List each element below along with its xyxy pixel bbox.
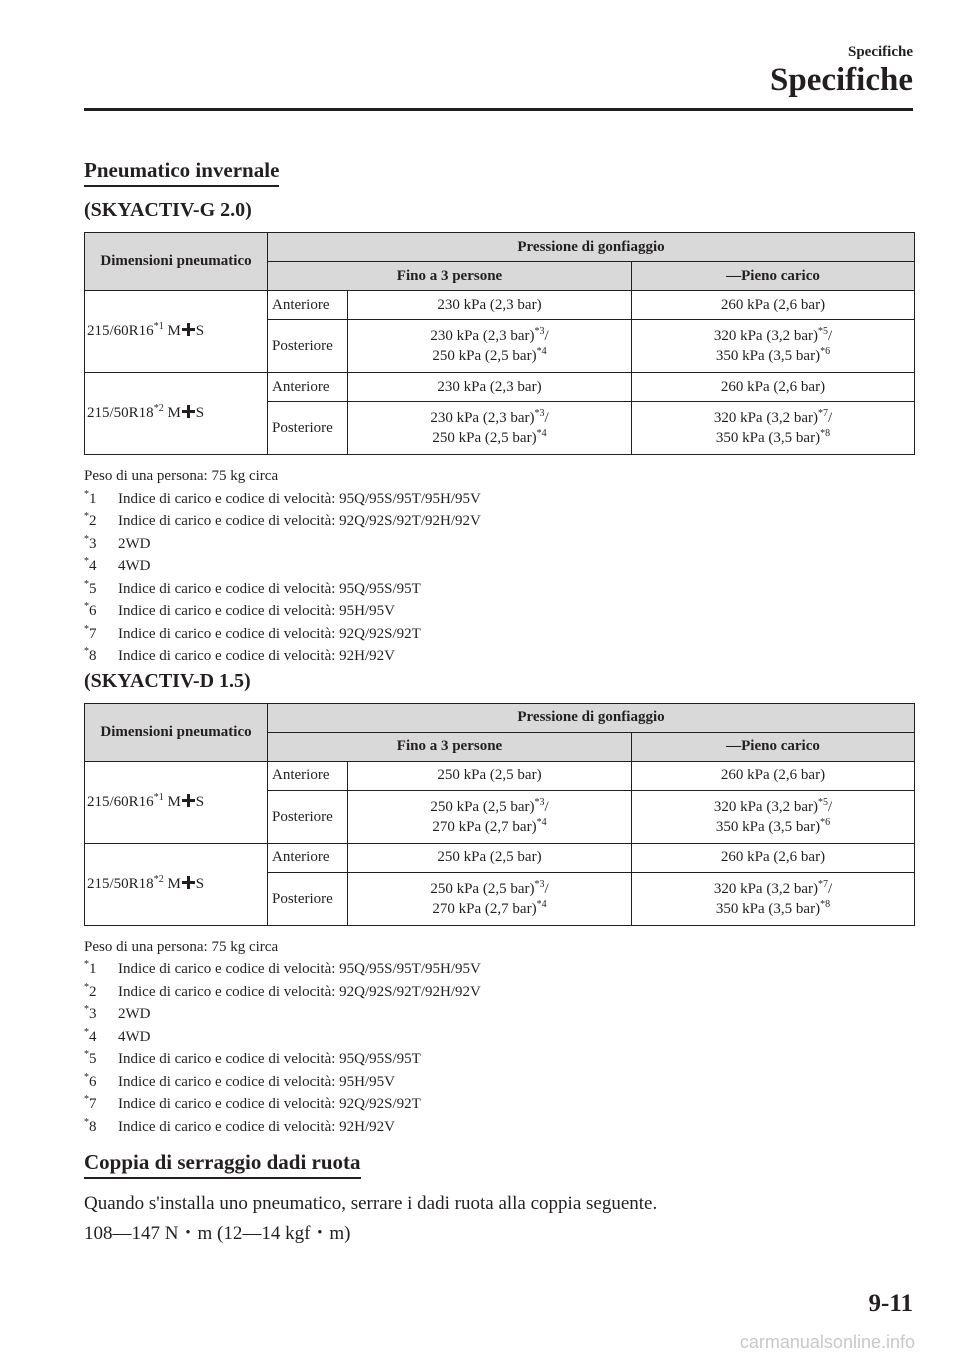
position-front: Anteriore (268, 843, 348, 872)
footnote-item (84, 958, 914, 981)
subsection-title: (SKYACTIV-D 1.5) (84, 669, 251, 692)
footnote-item (84, 600, 914, 623)
footnote-key: *6 (84, 1071, 97, 1090)
col-header-pressure: Pressione di gonfiaggio (268, 703, 915, 732)
pressure-value: 230 kPa (2,3 bar) (348, 291, 632, 320)
col-header-size: Dimensioni pneumatico (85, 233, 268, 291)
torque-instruction: Quando s'installa uno pneumatico, serrare i dadi ruota alla coppia seguente. (84, 1193, 658, 1214)
footnote-text: Indice di carico e codice di velocità: 92H/92V (118, 1118, 395, 1135)
footnote-text: 2WD (118, 535, 151, 552)
footnote-item (84, 510, 914, 533)
footnote-text: Indice di carico e codice di velocità: 95Q/95S/95T/95H/95V (118, 490, 481, 507)
pressure-value: 230 kPa (2,3 bar)$^{*3}$/ 250 kPa (2,5 bar)$^{*4}$ (348, 320, 632, 373)
footnote-item (84, 578, 914, 601)
col-header-full-load: —Pieno carico (632, 732, 915, 761)
pressure-value: 260 kPa (2,6 bar) (632, 843, 915, 872)
torque-section (84, 1150, 914, 1249)
footnote-key: *2 (84, 511, 97, 529)
pressure-value: 320 kPa (3,2 bar)$^{*5}$/ 350 kPa (3,5 bar)$^{*6}$ (632, 790, 915, 843)
mud-snow-plus-icon (182, 323, 195, 336)
header-chapter-title: Specifiche (770, 62, 913, 98)
col-header-full-load: —Pieno carico (632, 262, 915, 291)
page-content (84, 158, 914, 1249)
col-header-pressure: Pressione di gonfiaggio (268, 233, 915, 262)
header-chapter-small: Specifiche (848, 44, 913, 60)
footnote-text: 2WD (118, 1006, 151, 1022)
table-row (85, 843, 915, 872)
footnote-key: *4 (84, 1026, 97, 1045)
pressure-value: 250 kPa (2,5 bar) (348, 843, 632, 872)
section-title-winter-tyre: Pneumatico invernale (84, 158, 279, 187)
pressure-value: 320 kPa (3,2 bar)$^{*5}$/ 350 kPa (3,5 bar)$^{*6}$ (632, 320, 915, 373)
table-row (85, 291, 915, 320)
subsection-skyactiv-g (84, 199, 914, 668)
tyre-size-cell: 215/60R16$^{*1}$ M S (85, 761, 268, 843)
section-title-wheel-torque: Coppia di serraggio dadi ruota (84, 1150, 361, 1179)
tyre-size-cell: 215/50R18$^{*2}$ M S (85, 373, 268, 455)
footnote-item (84, 645, 914, 668)
position-rear: Posteriore (268, 320, 348, 373)
footnote-item (84, 1003, 914, 1026)
footnote-text: Indice di carico e codice di velocità: 92Q/92S/92T/92H/92V (118, 513, 481, 529)
col-header-up-to-3: Fino a 3 persone (268, 262, 632, 291)
position-rear: Posteriore (268, 790, 348, 843)
position-front: Anteriore (268, 291, 348, 320)
pressure-value: 260 kPa (2,6 bar) (632, 291, 915, 320)
col-header-size: Dimensioni pneumatico (85, 703, 268, 761)
footnote-text: Indice di carico e codice di velocità: 92Q/92S/92T/92H/92V (118, 983, 481, 1000)
footnote-item (84, 1093, 914, 1116)
mud-snow-plus-icon (182, 794, 195, 807)
footnote-key: *7 (84, 623, 97, 642)
footnote-text: Indice di carico e codice di velocità: 95Q/95S/95T (118, 580, 421, 597)
pressure-value: 250 kPa (2,5 bar) (348, 761, 632, 790)
footnote-key: *6 (84, 601, 97, 619)
pressure-value: 260 kPa (2,6 bar) (632, 761, 915, 790)
mud-snow-plus-icon (182, 876, 195, 889)
page-number: 9-11 (868, 1290, 913, 1317)
tyre-size-cell: 215/60R16$^{*1}$ M S (85, 291, 268, 373)
footnote-key: *1 (84, 959, 97, 977)
pressure-value: 250 kPa (2,5 bar)$^{*3}$/ 270 kPa (2,7 bar)$^{*4}$ (348, 872, 632, 925)
footnote-key: *5 (84, 1049, 97, 1067)
footnote-text: 4WD (118, 1028, 151, 1045)
footnote-key: *4 (84, 556, 97, 574)
col-header-up-to-3: Fino a 3 persone (268, 732, 632, 761)
footnote-key: *3 (84, 533, 97, 552)
position-rear: Posteriore (268, 402, 348, 455)
footnote-item (84, 555, 914, 578)
pressure-value: 230 kPa (2,3 bar)$^{*3}$/ 250 kPa (2,5 bar)$^{*4}$ (348, 402, 632, 455)
footnote-text: Indice di carico e codice di velocità: 95Q/95S/95T/95H/95V (118, 961, 481, 977)
footnote-item (84, 488, 914, 511)
footnote-text: Indice di carico e codice di velocità: 92H/92V (118, 648, 395, 664)
footnote-key: *2 (84, 981, 97, 1000)
subsection-skyactiv-d (84, 670, 914, 1139)
table-row (85, 373, 915, 402)
table-row (85, 761, 915, 790)
watermark: carmanualsonline.info (739, 1332, 915, 1352)
footnote-item (84, 533, 914, 556)
footnotes (84, 936, 914, 1139)
footnote-text: Indice di carico e codice di velocità: 92Q/92S/92T (118, 1096, 421, 1112)
footnote-item (84, 1116, 914, 1139)
torque-value: 108—147 N・m (12—14 kgf・m) (84, 1223, 351, 1244)
position-rear: Posteriore (268, 872, 348, 925)
footnote-key: *1 (84, 488, 97, 507)
footnote-text: Indice di carico e codice di velocità: 95H/95V (118, 603, 395, 619)
pressure-value: 250 kPa (2,5 bar)$^{*3}$/ 270 kPa (2,7 bar)$^{*4}$ (348, 790, 632, 843)
footnote-key: *5 (84, 578, 97, 597)
mud-snow-plus-icon (182, 405, 195, 418)
footnote-text: Indice di carico e codice di velocità: 92Q/92S/92T (118, 625, 421, 642)
footnote-item (84, 623, 914, 646)
footnote-item (84, 1026, 914, 1049)
footnote-key: *8 (84, 646, 97, 664)
pressure-table (84, 232, 915, 455)
footnote-item (84, 1071, 914, 1094)
footnote-key: *8 (84, 1116, 97, 1135)
header-rule (84, 108, 913, 111)
footnote-item (84, 1048, 914, 1071)
weight-note: Peso di una persona: 75 kg circa (84, 468, 279, 484)
footnote-text: Indice di carico e codice di velocità: 95H/95V (118, 1073, 395, 1090)
subsection-title: (SKYACTIV-G 2.0) (84, 199, 252, 221)
footnote-text: 4WD (118, 558, 151, 574)
pressure-value: 320 kPa (3,2 bar)$^{*7}$/ 350 kPa (3,5 bar)$^{*8}$ (632, 872, 915, 925)
position-front: Anteriore (268, 373, 348, 402)
footnotes (84, 465, 914, 668)
tyre-size-cell: 215/50R18$^{*2}$ M S (85, 843, 268, 925)
footnote-key: *7 (84, 1094, 97, 1112)
footnote-item (84, 981, 914, 1004)
footnote-text: Indice di carico e codice di velocità: 95Q/95S/95T (118, 1051, 421, 1067)
pressure-value: 230 kPa (2,3 bar) (348, 373, 632, 402)
pressure-value: 260 kPa (2,6 bar) (632, 373, 915, 402)
pressure-table (84, 703, 915, 926)
weight-note: Peso di una persona: 75 kg circa (84, 938, 279, 955)
position-front: Anteriore (268, 761, 348, 790)
pressure-value: 320 kPa (3,2 bar)$^{*7}$/ 350 kPa (3,5 bar)$^{*8}$ (632, 402, 915, 455)
footnote-key: *3 (84, 1004, 97, 1022)
